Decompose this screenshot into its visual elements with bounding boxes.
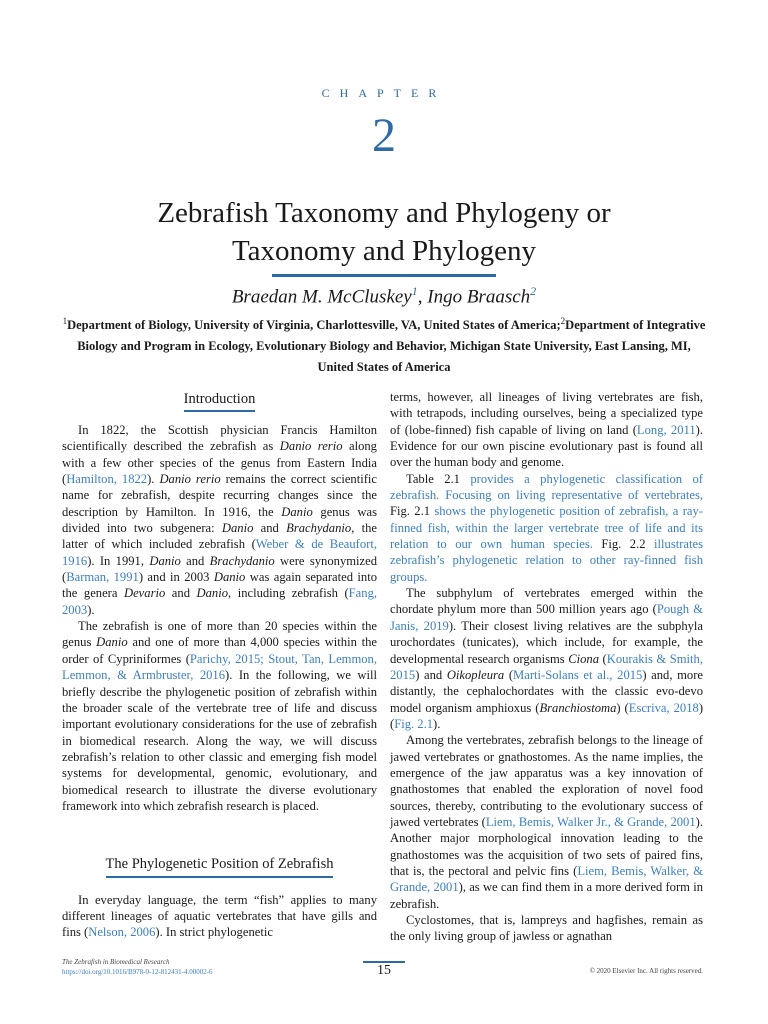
- authors: [0, 284, 768, 308]
- taxon-name: Devario: [124, 586, 166, 601]
- text-run: ), as we can find them in a more derived form in zebrafish.: [390, 880, 703, 911]
- text-run: The zebrafish is one of more than 20 species within the genus: [62, 619, 377, 650]
- citation-link[interactable]: Nelson, 2006: [88, 925, 156, 940]
- author-1: Braedan M. McCluskey: [231, 286, 412, 308]
- text-run: , the latter of which included zebrafish (: [62, 521, 377, 552]
- right-paragraph: [390, 585, 703, 732]
- footer-copyright: © 2020 Elsevier Inc. All rights reserved.: [589, 967, 703, 975]
- taxon-name: Ciona: [568, 651, 599, 666]
- taxon-name: Brachydanio: [209, 553, 275, 568]
- author-separator: ,: [417, 286, 428, 308]
- affil-2-sup: 2: [560, 316, 566, 326]
- text-run: ). In 1991,: [87, 553, 150, 568]
- citation-link[interactable]: Liem, Bemis, Walker, & Grande, 2001: [390, 863, 704, 895]
- right-paragraph: [390, 732, 703, 912]
- text-run: and one of more than 4,000 species within the order of Cypriniformes (: [62, 635, 378, 666]
- text-run: ) (: [616, 700, 629, 715]
- text-run: terms, however, all lineages of living vertebrates are fish, with tetrapods, including ourselves, being a specialized type of (lobe-finned) fish capable of living on land (: [390, 390, 703, 437]
- citation-link[interactable]: Barman, 1991: [66, 570, 139, 585]
- citation-link[interactable]: Kourakis & Smith, 2015: [390, 651, 703, 682]
- text-run: (: [599, 651, 607, 666]
- text-run: ). Another major morphological innovation leading to the gnathostomes was the acquisition of two sets of paired fins, that is, the pectoral and pelvic fins (: [390, 814, 703, 878]
- taxon-name: Danio rerio: [279, 439, 343, 454]
- text-run: ) and, more distantly, the cephalochordates with the classic evo-devo model organism amphioxus (: [390, 667, 703, 715]
- citation-link[interactable]: Marti-Solans et al., 2015: [513, 667, 643, 682]
- intro-heading-wrap: [62, 391, 377, 412]
- taxon-name: Danio: [196, 586, 229, 601]
- page-number: 15: [377, 963, 391, 978]
- text-run: The subphylum of vertebrates emerged within the chordate phylum more than 500 million years ago (: [390, 586, 703, 617]
- left-paragraph: [62, 422, 377, 618]
- phylo-heading-wrap: [62, 856, 377, 877]
- text-run: Fig. 2.2: [601, 537, 646, 552]
- title-rule: [272, 274, 496, 277]
- chapter-number: 2: [372, 109, 396, 162]
- taxon-name: Danio: [221, 521, 254, 536]
- text-run: ). In the following, we will briefly describe the phylogenetic position of zebrafish within the broader scale of the vertebrate tree of life and discuss important evolutionary considerations for the use of zebrafish in biomedical research. Along the way, we will discuss zebrafish’s relation to other classic and emerging fish model systems for developmental, genomic, evolutionary, and biomedical research to illustrate the diverse evolutionary framework into which zebrafish research is placed.: [62, 668, 378, 813]
- citation-link[interactable]: Escriva, 2018: [628, 700, 699, 715]
- text-run: , including zebrafish (: [228, 586, 349, 601]
- citation-link[interactable]: Pough & Janis, 2019: [390, 602, 704, 633]
- author-1-sup[interactable]: 1: [411, 284, 418, 298]
- text-run: Fig. 2.1: [390, 504, 431, 519]
- taxon-name: Oikopleura: [446, 667, 505, 682]
- affil-2: Department of Integrative Biology and Program in Ecology, Evolutionary Biology and Behavior, Michigan State University, East Lansing, MI, United States of America: [77, 318, 706, 375]
- taxon-name: Danio rerio: [159, 472, 221, 487]
- text-run: and: [253, 521, 287, 536]
- citation-link[interactable]: Fang, 2003: [62, 586, 378, 617]
- citation-link[interactable]: Parichy, 2015; Stout, Tan, Lemmon, Lemmon, & Armbruster, 2016: [62, 651, 378, 683]
- taxon-name: Danio: [149, 553, 181, 568]
- right-paragraph: [390, 389, 703, 471]
- text-run: and: [165, 586, 197, 601]
- footer-citation: [62, 957, 213, 977]
- text-run: ).: [433, 716, 441, 731]
- text-run: remains the correct scientific name for zebrafish, despite recurring changes since the description by Hamilton. In 1916, the: [62, 472, 377, 519]
- citation-link[interactable]: Liem, Bemis, Walker Jr., & Grande, 2001: [485, 814, 696, 829]
- text-run: was again separated into the genera: [62, 570, 377, 601]
- text-run: ). Evidence for our own piscine evolutionary past is found all over the human body and genome.: [390, 422, 703, 470]
- right-column: [390, 389, 703, 945]
- footer-book-title: The Zebrafish in Biomedical Research: [62, 958, 170, 966]
- text-run: and: [180, 553, 210, 568]
- author-2: Ingo Braasch: [427, 286, 531, 308]
- taxon-name: Branchiostoma: [539, 700, 617, 715]
- text-run: genus was divided into two subgenera:: [62, 504, 377, 536]
- citation-link[interactable]: illustrates zebrafish’s phylogenetic relation to other ray-finned fish groups.: [390, 537, 703, 584]
- affil-1: Department of Biology, University of Virginia, Charlottesville, VA, United States of America;: [67, 318, 561, 333]
- taxon-name: Danio: [213, 570, 246, 585]
- taxon-name: Brachydanio: [286, 521, 352, 536]
- affil-1-sup: 1: [62, 316, 68, 326]
- text-run: ) and in 2003: [138, 570, 214, 585]
- phylo-heading: The Phylogenetic Position of Zebrafish: [106, 856, 334, 877]
- citation-link[interactable]: provides a phylogenetic classification of zebrafish. Focusing on living representative of vertebrates,: [390, 471, 703, 503]
- title-line-1: Zebrafish Taxonomy and Phylogeny or: [157, 197, 611, 229]
- author-2-sup[interactable]: 2: [530, 284, 537, 298]
- citation-link[interactable]: Fig. 2.1: [394, 716, 434, 731]
- text-run: ). In strict phylogenetic: [155, 925, 273, 940]
- taxon-name: Danio: [96, 635, 128, 650]
- citation-link[interactable]: Hamilton, 1822: [66, 472, 148, 487]
- text-run: In 1822, the Scottish physician Francis Hamilton scientifically described the zebrafish as: [62, 423, 377, 454]
- text-run: (: [504, 667, 514, 682]
- text-run: ). Their closest living relatives are the subphyla urochordates (tunicates), which include, for example, the developmental research organisms: [390, 618, 703, 666]
- right-paragraph: [390, 471, 703, 585]
- text-run: Table 2.1: [406, 471, 460, 486]
- left-paragraph: [62, 618, 377, 814]
- footer-doi-link[interactable]: https://doi.org/10.1016/B978-0-12-812431-4.00002-6: [62, 968, 213, 976]
- chapter-title: [40, 194, 728, 270]
- text-run: Cyclostomes, that is, lampreys and hagfishes, remain as the only living group of jawless or agnathan: [390, 913, 703, 944]
- text-run: In everyday language, the term “fish” applies to many different lineages of aquatic vertebrates that have gills and fins (: [62, 892, 377, 940]
- text-run: ) and: [415, 667, 447, 682]
- left-paragraph: [62, 892, 377, 941]
- taxon-name: Danio: [281, 504, 313, 519]
- text-run: ) (: [390, 700, 704, 731]
- text-run: Among the vertebrates, zebrafish belongs to the lineage of jawed vertebrates or gnathostomes. As the name implies, the emergence of the jaw apparatus was a key innovation of gnathostomes that enabled the exploration of novel food sources, thereby, contributing to the evolutionary success of jawed vertebrates (: [390, 733, 703, 829]
- intro-heading: Introduction: [184, 391, 256, 412]
- left-column: [62, 422, 377, 941]
- citation-link[interactable]: shows the phylogenetic position of zebrafish, a ray-finned fish, within the larger vertebrate tree of life and its relation to our own human species.: [390, 504, 703, 552]
- affiliations: [60, 311, 708, 378]
- title-line-2: Taxonomy and Phylogeny: [231, 235, 537, 267]
- citation-link[interactable]: Weber & de Beaufort, 1916: [62, 537, 377, 568]
- text-run: ).: [147, 472, 160, 487]
- text-run: along with a few other species of the genus from Eastern India (: [62, 439, 377, 487]
- text-run: were synonymized (: [62, 553, 378, 585]
- text-run: ).: [87, 602, 95, 617]
- chapter-label: CHAPTER: [321, 86, 447, 100]
- citation-link[interactable]: Long, 2011: [636, 422, 696, 437]
- right-paragraph: [390, 912, 703, 945]
